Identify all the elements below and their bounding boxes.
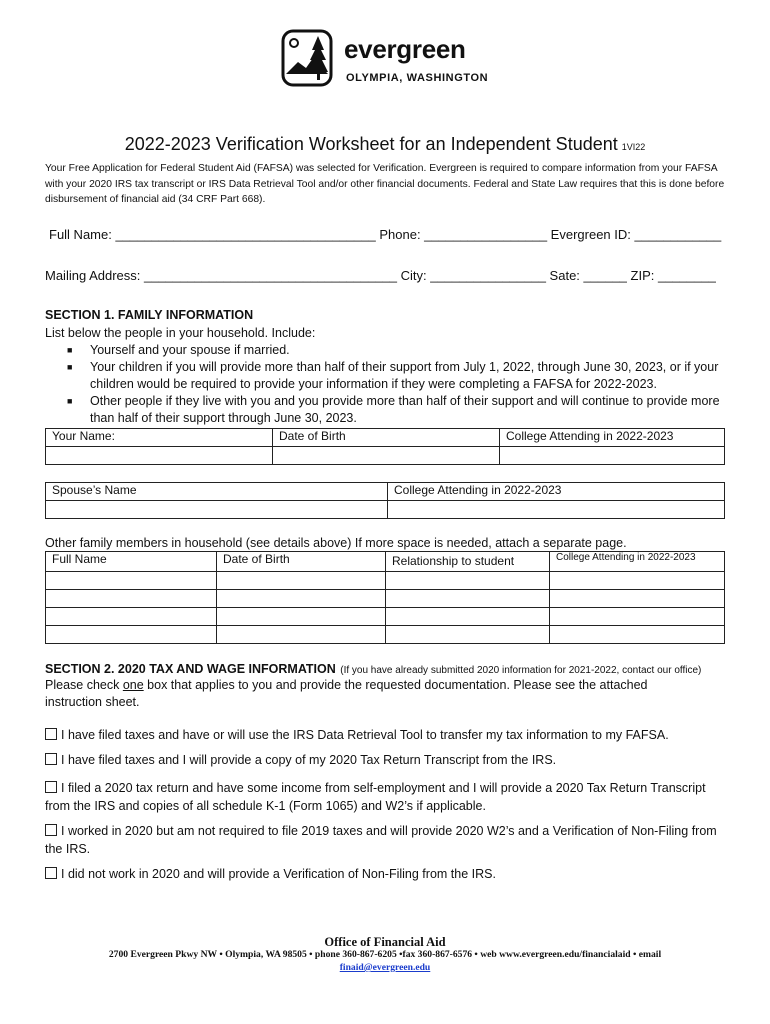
col-family-dob: Date of Birth [217, 552, 386, 572]
tax-option-5[interactable]: I did not work in 2020 and will provide a Verification of Non-Filing from the IRS. [45, 865, 725, 883]
family-row [46, 590, 725, 608]
family-members-table [45, 551, 725, 644]
family-row [46, 626, 725, 644]
family-cell[interactable] [46, 608, 217, 626]
family-cell[interactable] [46, 590, 217, 608]
family-cell[interactable] [550, 572, 725, 590]
family-cell[interactable] [217, 608, 386, 626]
family-cell[interactable] [46, 626, 217, 644]
family-cell[interactable] [386, 626, 550, 644]
family-cell[interactable] [386, 608, 550, 626]
checkbox[interactable] [45, 728, 57, 740]
col-family-college: College Attending in 2022-2023 [550, 552, 725, 572]
version-code: 1VI22 [621, 142, 646, 152]
bullet-item: ■ Other people if they live with you and you provide more than half of their support and will continue to provide more than half of their support through June 30, 2023. [67, 394, 720, 425]
tax-option-1[interactable]: I have filed taxes and have or will use the IRS Data Retrieval Tool to transfer my tax information to my FAFSA. [45, 726, 725, 744]
checkbox[interactable] [45, 824, 57, 836]
family-cell[interactable] [550, 626, 725, 644]
bullet-square-icon: ■ [67, 396, 73, 406]
family-cell[interactable] [550, 590, 725, 608]
logo-wordmark: evergreen [344, 34, 466, 64]
family-row [46, 608, 725, 626]
spouse-name-cell[interactable] [46, 501, 388, 519]
your-name-cell[interactable] [46, 447, 273, 465]
checkbox[interactable] [45, 753, 57, 765]
family-cell[interactable] [217, 626, 386, 644]
page-title [0, 134, 770, 155]
col-your-name: Your Name: [46, 429, 273, 447]
section1-intro: List below the people in your household. Include: [45, 326, 316, 340]
section2-note: (If you have already submitted 2020 information for 2021-2022, contact our office) [340, 665, 702, 676]
col-college-attending: College Attending in 2022-2023 [500, 429, 725, 447]
bullet-square-icon: ■ [67, 345, 73, 355]
emphasis-one: one [122, 678, 144, 692]
intro-paragraph: Your Free Application for Federal Student Aid (FAFSA) was selected for Verification. Evergreen is required to compare information from your FAFSA with your 2020 IRS tax transcript or IRS Data Retrieval Tool and/or other financial documents. Federal and State Law requires that this is done before disbursement of financial aid (34 CRF Part 668). [45, 163, 725, 205]
tax-option-4[interactable]: I worked in 2020 but am not required to file 2019 taxes and will provide 2020 W2’s and a Verification of Non-Filing from the IRS. [45, 824, 717, 856]
contact-fields-row[interactable]: Full Name: ____________________________________ Phone: _________________ Evergreen ID: ____________ [49, 227, 722, 242]
family-cell[interactable] [386, 590, 550, 608]
family-cell[interactable] [550, 608, 725, 626]
title-text: 2022-2023 Verification Worksheet for an Independent Student [124, 134, 618, 154]
date-of-birth-cell[interactable] [273, 447, 500, 465]
col-relationship: Relationship to student [386, 552, 550, 572]
spouse-info-table [45, 482, 725, 519]
office-address: 2700 Evergreen Pkwy NW • Olympia, WA 98505 • phone 360-867-6205 •fax 360-867-6576 • web www.evergreen.edu/financialaid • email [108, 949, 662, 960]
email-link[interactable]: finaid@evergreen.edu [339, 962, 431, 973]
tax-option-3[interactable]: I filed a 2020 tax return and have some income from self-employment and I will provide a 2020 Tax Return Transcript from the IRS and copies of all schedule K-1 (Form 1065) and W2’s if applicable. [45, 781, 706, 813]
logo-location: OLYMPIA, WASHINGTON [346, 72, 489, 84]
bullet-item: ■ Your children if you will provide more than half of their support from July 1, 2022, through June 30, 2023, or if your children would be required to provide your information if they were completing a FAFSA for 2022-2023. [67, 360, 719, 391]
col-full-name: Full Name [46, 552, 217, 572]
section1-heading: SECTION 1. FAMILY INFORMATION [45, 308, 254, 322]
family-cell[interactable] [217, 590, 386, 608]
col-spouse-name: Spouse’s Name [46, 483, 388, 501]
section2-heading: SECTION 2. 2020 TAX AND WAGE INFORMATION [45, 662, 336, 676]
spouse-college-cell[interactable] [388, 501, 725, 519]
family-cell[interactable] [217, 572, 386, 590]
college-attending-cell[interactable] [500, 447, 725, 465]
section2-instruction: Please check one box that applies to you and provide the requested documentation. Please see the attached instruction sheet. [45, 678, 648, 709]
col-date-of-birth: Date of Birth [273, 429, 500, 447]
student-info-table [45, 428, 725, 465]
family-cell[interactable] [386, 572, 550, 590]
household-bullet-list [45, 342, 725, 427]
other-family-note: Other family members in household (see details above) If more space is needed, attach a separate page. [45, 536, 627, 550]
checkbox[interactable] [45, 867, 57, 879]
evergreen-logo [280, 28, 495, 88]
office-name: Office of Financial Aid [324, 935, 446, 949]
bullet-square-icon: ■ [67, 362, 73, 372]
bullet-item: ■ Yourself and your spouse if married. [67, 343, 290, 357]
checkbox[interactable] [45, 781, 57, 793]
section2-heading-line [45, 660, 701, 678]
tree-mountain-icon [280, 28, 338, 88]
family-cell[interactable] [46, 572, 217, 590]
address-fields-row[interactable]: Mailing Address: ___________________________________ City: ________________ Sate: ______ ZIP: ________ [45, 268, 716, 283]
tax-option-2[interactable]: I have filed taxes and I will provide a copy of my 2020 Tax Return Transcript from the IRS. [45, 751, 725, 769]
family-row [46, 572, 725, 590]
col-spouse-college: College Attending in 2022-2023 [388, 483, 725, 501]
